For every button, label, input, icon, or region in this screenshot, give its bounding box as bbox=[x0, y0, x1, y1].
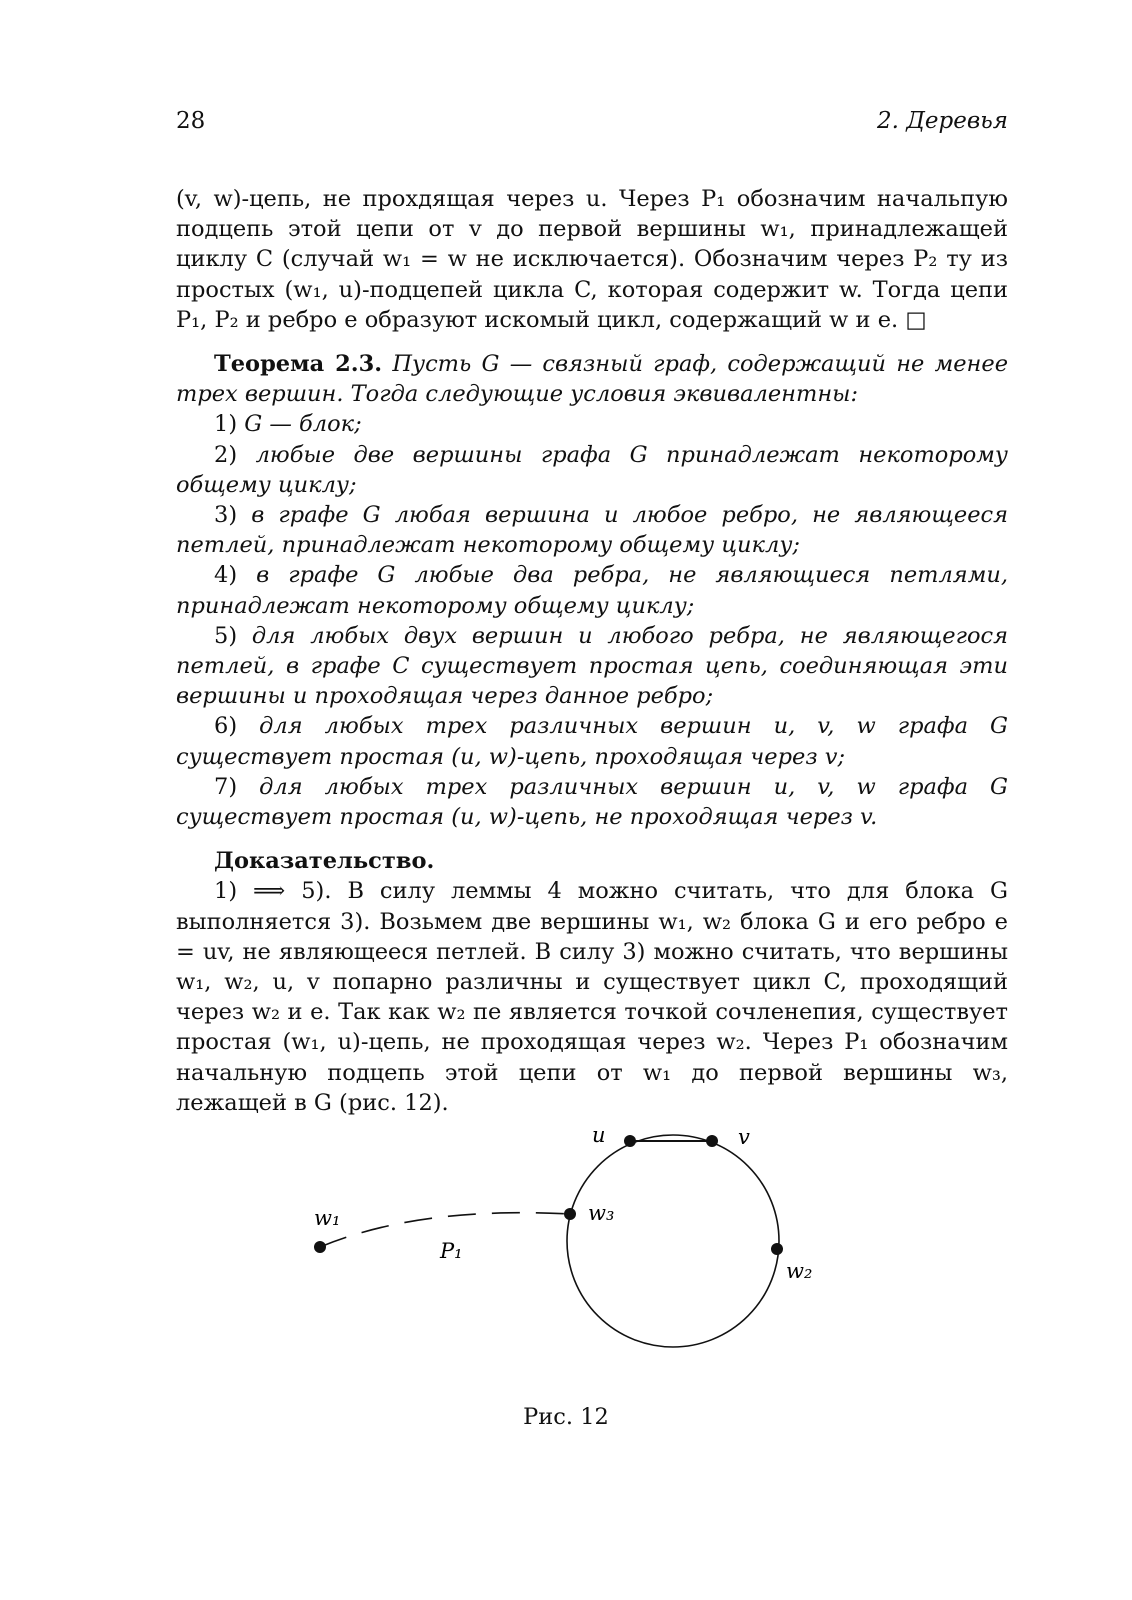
label-w3: w₃ bbox=[588, 1201, 615, 1225]
proof-heading bbox=[176, 846, 1008, 876]
vertex-w3 bbox=[564, 1208, 576, 1220]
theorem-item-4: 4) в графе G любые два ребра, не являющиеся петлями, принадлежат некоторому общему циклу; bbox=[176, 562, 1008, 619]
figure-caption: Рис. 12 bbox=[523, 1404, 609, 1430]
theorem-item-3: 3) в графе G любая вершина и любое ребро, не являющееся петлей, принадлежат некоторому общему циклу; bbox=[176, 502, 1009, 559]
label-w1: w₁ bbox=[314, 1206, 341, 1230]
theorem-label: Теорема 2.3. bbox=[214, 351, 383, 378]
vertex-w1 bbox=[314, 1241, 326, 1253]
qed-symbol: □ bbox=[905, 306, 927, 333]
continuation-text: (v, w)-цепь, не прохдящая через u. Через P₁ обозначим начальпую подцепь этой цепи от v до первой вершины w₁, принадлежащей циклу C (случай w₁ = w не исключается). Обозначим через P₂ ту из простых (w₁, u)-подцепей цикла C, которая содержит w. Тогда цепи P₁, P₂ и ребро e образуют искомый цикл, содержащий w и e. bbox=[176, 186, 1009, 333]
label-w2: w₂ bbox=[786, 1259, 813, 1283]
theorem-statement bbox=[176, 349, 1008, 409]
label-p1: P₁ bbox=[440, 1239, 463, 1263]
theorem-intro: Пусть G — связный граф, содержащий не менее трех вершин. Тогда следующие условия эквивалентны: bbox=[176, 351, 1009, 408]
label-u: u bbox=[592, 1123, 606, 1147]
continuation-paragraph bbox=[176, 184, 1008, 335]
page-number: 28 bbox=[176, 108, 206, 134]
proof-paragraph: 1) ⟹ 5). В силу леммы 4 можно считать, что для блока G выполняется 3). Возьмем две вершины w₁, w₂ блока G и его ребро e = uv, не являющееся петлей. В силу 3) можно считать, что вершины w₁, w₂, u, v попарно различны и существует цикл C, проходящий через w₂ и e. Так как w₂ пе является точкой сочленепия, существует простая (w₁, u)-цепь, не проходящая через w₂. Через P₁ обозначим начальную подцепь этой цепи от w₁ до первой вершины w₃, лежащей в G (рис. 12). bbox=[176, 878, 1008, 1116]
main-text bbox=[176, 184, 1008, 1118]
cycle-c bbox=[567, 1135, 779, 1347]
theorem-item-2: 2) любые две вершины графа G принадлежат некоторому общему циклу; bbox=[176, 441, 1008, 498]
theorem-item-6: 6) для любых трех различных вершин u, v, w графа G существует простая (u, w)-цепь, проходящая через v; bbox=[176, 713, 1008, 770]
theorem-item-1: 1) G — блок; bbox=[214, 411, 362, 438]
label-v: v bbox=[738, 1125, 750, 1149]
running-title: 2. Деревья bbox=[876, 108, 1008, 134]
theorem-item-7: 7) для любых трех различных вершин u, v, w графа G существует простая (u, w)-цепь, не проходящая через v. bbox=[176, 773, 1008, 831]
theorem-item-5: 5) для любых двух вершин и любого ребра, не являющегося петлей, в графе C существует простая цепь, соединяющая эти вершины и проходящая через данное ребро; bbox=[176, 622, 1009, 710]
vertex-w2 bbox=[771, 1243, 783, 1255]
vertex-v bbox=[706, 1135, 718, 1147]
figure-12-diagram bbox=[300, 1118, 840, 1388]
vertex-u bbox=[624, 1135, 636, 1147]
page-header bbox=[176, 108, 1008, 142]
proof-label: Доказательство. bbox=[214, 848, 435, 875]
